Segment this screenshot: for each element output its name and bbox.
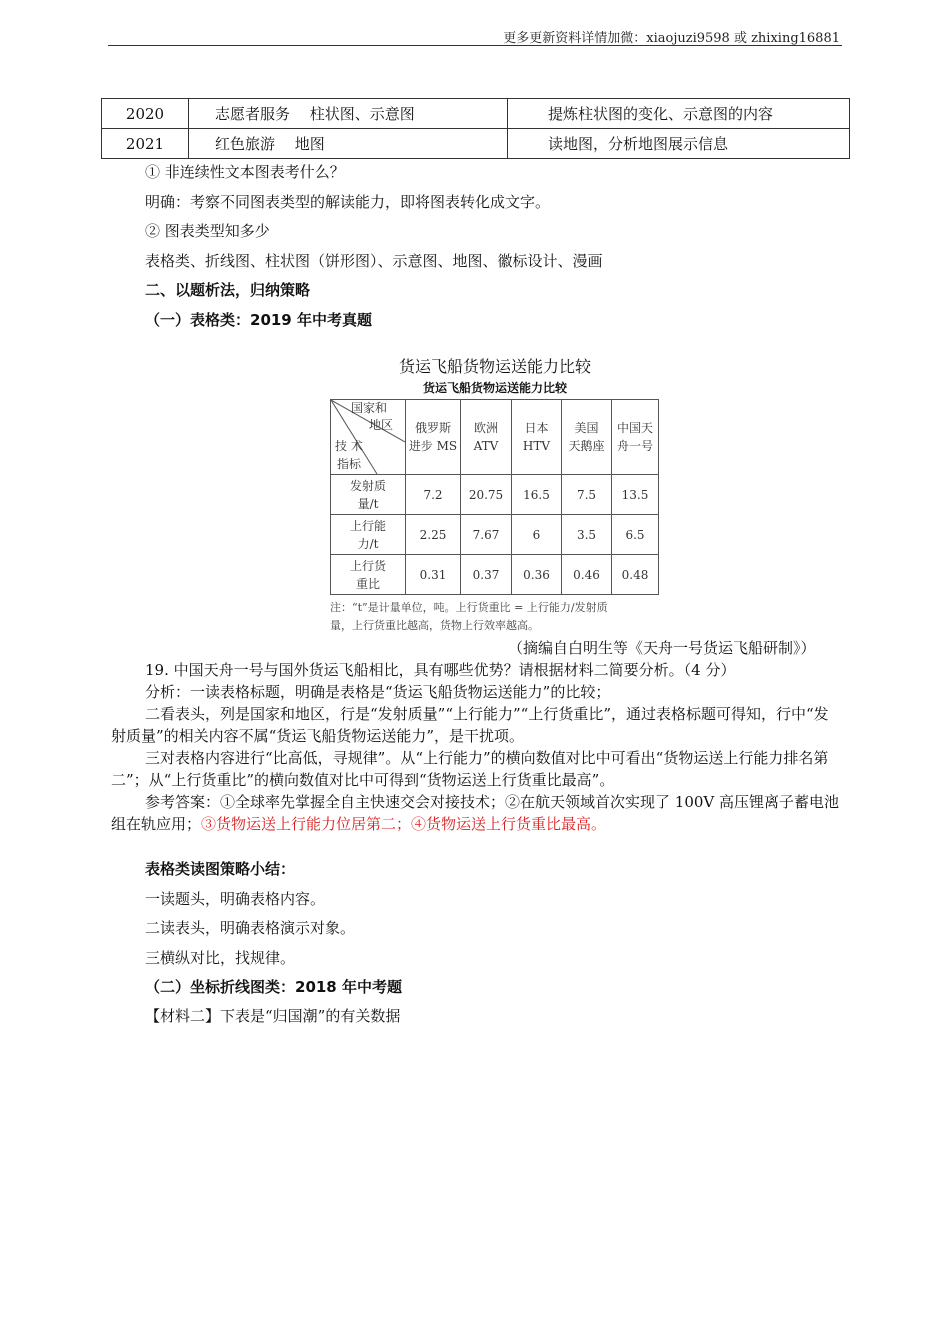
exam-trend-table [101,98,850,159]
value-cell: 6 [512,515,562,555]
summary-step-2: 二读表头，明确表格演示对象。 [145,919,356,937]
spacecraft-comparison-figure [325,352,665,637]
topic-cell: 志愿者服务 柱状图、示意图 [189,99,508,129]
value-cell: 13.5 [612,475,659,515]
value-cell: 0.37 [461,555,512,595]
task-cell: 提炼柱状图的变化、示意图的内容 [508,99,850,129]
table-row [102,129,850,159]
corner-label: 技 术 [335,439,363,453]
task-cell: 读地图，分析地图展示信息 [508,129,850,159]
year-cell: 2020 [102,99,189,129]
value-cell: 0.46 [562,555,612,595]
value-cell: 7.67 [461,515,512,555]
figure-note: 注：“t”是计量单位，吨。上行货重比 = 上行能力/发射质 量，上行货重比越高，货物上行效率越高。 [330,601,608,632]
answer-2: 表格类、折线图、柱状图（饼形图）、示意图、地图、徽标设计、漫画 [145,252,603,270]
header-divider [108,45,842,46]
table-row [331,475,659,515]
table-header-row [331,400,659,475]
value-cell: 16.5 [512,475,562,515]
value-cell: 0.48 [612,555,659,595]
figure-title: 货运飞船货物运送能力比较 [398,357,591,376]
question-1: ① 非连续性文本图表考什么？ [145,163,345,181]
answer-1: 明确：考察不同图表类型的解读能力，即将图表转化成文字。 [145,193,551,211]
summary-step-1: 一读题头，明确表格内容。 [145,890,326,908]
corner-header-cell [331,400,406,475]
column-header: 美国 天鹅座 [562,400,612,475]
analysis-step-2: 二看表头，列是国家和地区，行是“发射质量”“上行能力”“上行货重比”，通过表格标题可得知，行中“发射质量”的相关内容不属“货运飞船货物运送能力”，是干扰项。 [111,705,829,745]
table-row [331,555,659,595]
row-header: 发射质 量/t [331,475,406,515]
spacecraft-table [330,399,659,595]
analysis-step-1: 分析：一读表格标题，明确是表格是“货运飞船货物运送能力”的比较； [145,683,611,701]
topic-cell: 红色旅游 地图 [189,129,508,159]
question-19: 19. 中国天舟一号与国外货运飞船相比，具有哪些优势？请根据材料二简要分析。（4 分） [145,661,736,679]
page-header: 更多更新资料详情加微：xiaojuzi9598 或 zhixing16881 [503,31,840,46]
corner-label: 国家和 [351,401,388,415]
value-cell: 20.75 [461,475,512,515]
corner-label: 地区 [369,418,394,432]
table-row [331,515,659,555]
summary-title: 表格类读图策略小结： [145,860,296,878]
value-cell: 7.2 [406,475,461,515]
column-header: 俄罗斯 进步 MS [406,400,461,475]
row-header: 上行能 力/t [331,515,406,555]
summary-step-3: 三横纵对比，找规律。 [145,949,296,967]
reference-answer: 参考答案：①全球率先掌握全自主快速交会对接技术；②在航天领域首次实现了 100V 高压锂离子蓄电池组在轨应用；③货物运送上行能力位居第二；④货物运送上行货重比最高。 [111,793,840,833]
value-cell: 7.5 [562,475,612,515]
corner-label: 指标 [337,457,362,471]
subsection-heading-table: （一）表格类：2019 年中考真题 [145,311,372,329]
row-header: 上行货 重比 [331,555,406,595]
material-label: 【材料二】下表是“归国潮”的有关数据 [145,1007,401,1025]
column-header: 中国天 舟一号 [612,400,659,475]
figure-subtitle: 货运飞船货物运送能力比较 [422,381,567,395]
year-cell: 2021 [102,129,189,159]
column-header: 日本 HTV [512,400,562,475]
analysis-step-3: 三对表格内容进行“比高低，寻规律”。从“上行能力”的横向数值对比中可看出“货物运送上行能力排名第二”；从“上行货重比”的横向数值对比中可得到“货物运送上行货重比最高”。 [111,749,829,789]
question-2: ② 图表类型知多少 [145,222,270,240]
column-header: 欧洲 ATV [461,400,512,475]
value-cell: 3.5 [562,515,612,555]
section-heading: 二、以题析法，归纳策略 [145,281,311,299]
subsection-heading-line-chart: （二）坐标折线图类：2018 年中考题 [145,978,402,996]
value-cell: 6.5 [612,515,659,555]
table-row [102,99,850,129]
highlighted-answer: ③货物运送上行能力位居第二；④货物运送上行货重比最高。 [201,815,607,833]
value-cell: 0.36 [512,555,562,595]
value-cell: 2.25 [406,515,461,555]
figure-source: （摘编自白明生等《天舟一号货运飞船研制》） [508,639,816,657]
value-cell: 0.31 [406,555,461,595]
